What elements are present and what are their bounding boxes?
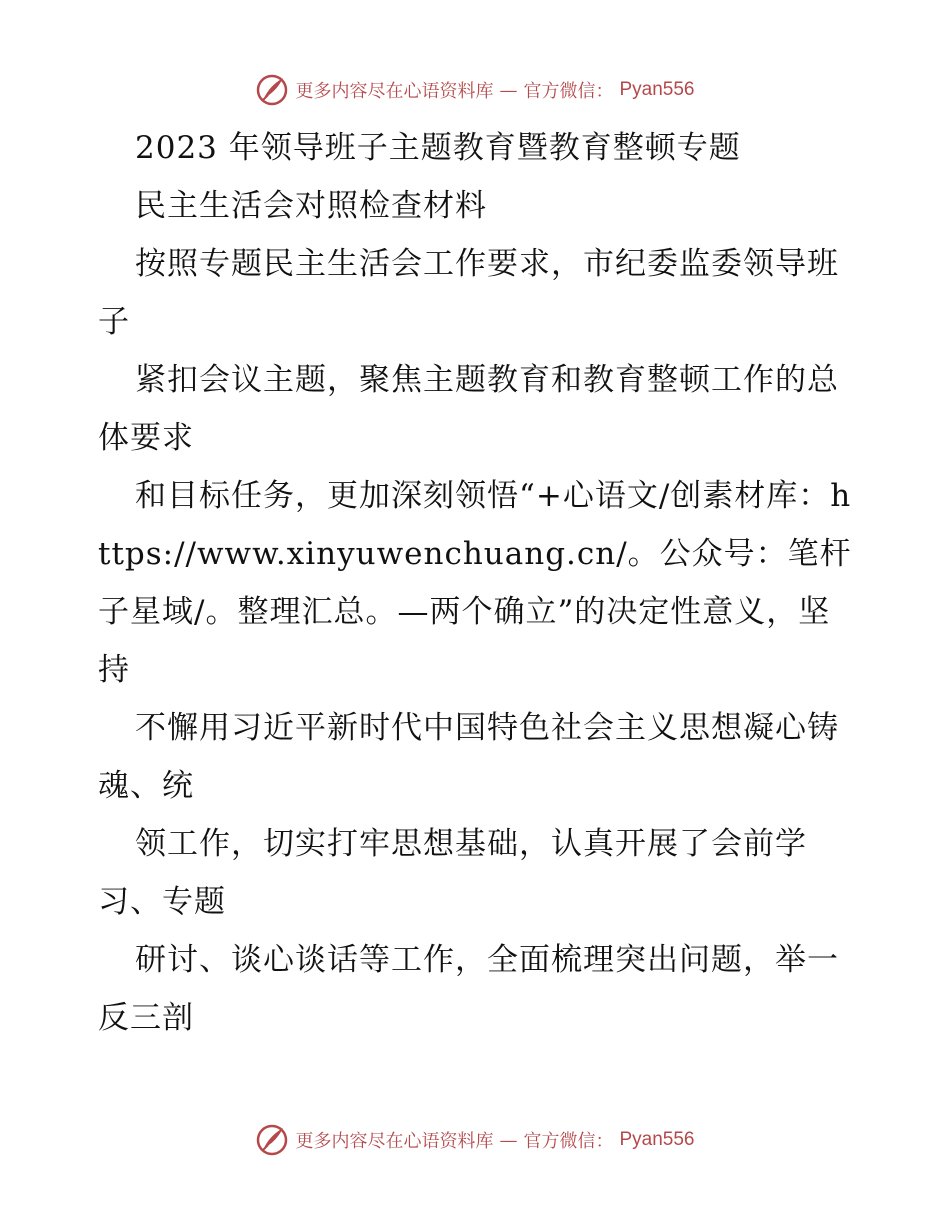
watermark-dash: — — [499, 1129, 518, 1151]
watermark-wechat-id: Pyan556 — [619, 1129, 695, 1150]
paragraph: 不懈用习近平新时代中国特色社会主义思想凝心铸魂、统 — [98, 710, 839, 804]
watermark-wechat-id: Pyan556 — [619, 79, 695, 100]
paragraph: 领工作，切实打牢思想基础，认真开展了会前学习、专题 — [98, 826, 807, 920]
paragraph: 按照专题民主生活会工作要求，市纪委监委领导班子 — [98, 246, 839, 340]
quill-pen-logo-icon — [255, 73, 289, 107]
header-watermark — [0, 70, 950, 110]
watermark-text: 更多内容尽在心语资料库 — [295, 81, 494, 102]
document-title-line-2: 民主生活会对照检查材料 — [135, 188, 487, 224]
paragraph: 研讨、谈心谈话等工作，全面梳理突出问题，举一反三剖 — [98, 942, 839, 1036]
watermark-dash: — — [499, 79, 518, 101]
watermark-text: 更多内容尽在心语资料库 — [295, 1131, 494, 1152]
document-title-line-1: 2023 年领导班子主题教育暨教育整顿专题 — [135, 130, 741, 166]
quill-pen-logo-icon — [255, 1123, 289, 1157]
watermark-label: 官方微信： — [523, 1131, 614, 1152]
document-body — [98, 119, 858, 1047]
watermark-label: 官方微信： — [523, 81, 614, 102]
paragraph: 紧扣会议主题，聚焦主题教育和教育整顿工作的总体要求 — [98, 362, 839, 456]
footer-watermark — [0, 1120, 950, 1160]
paragraph: 和目标任务，更加深刻领悟“+心语文/创素材库：https://www.xinyuwenchuang.cn/。公众号：笔杆子星域/。整理汇总。—两个确立”的决定性意义，坚持 — [98, 478, 852, 688]
